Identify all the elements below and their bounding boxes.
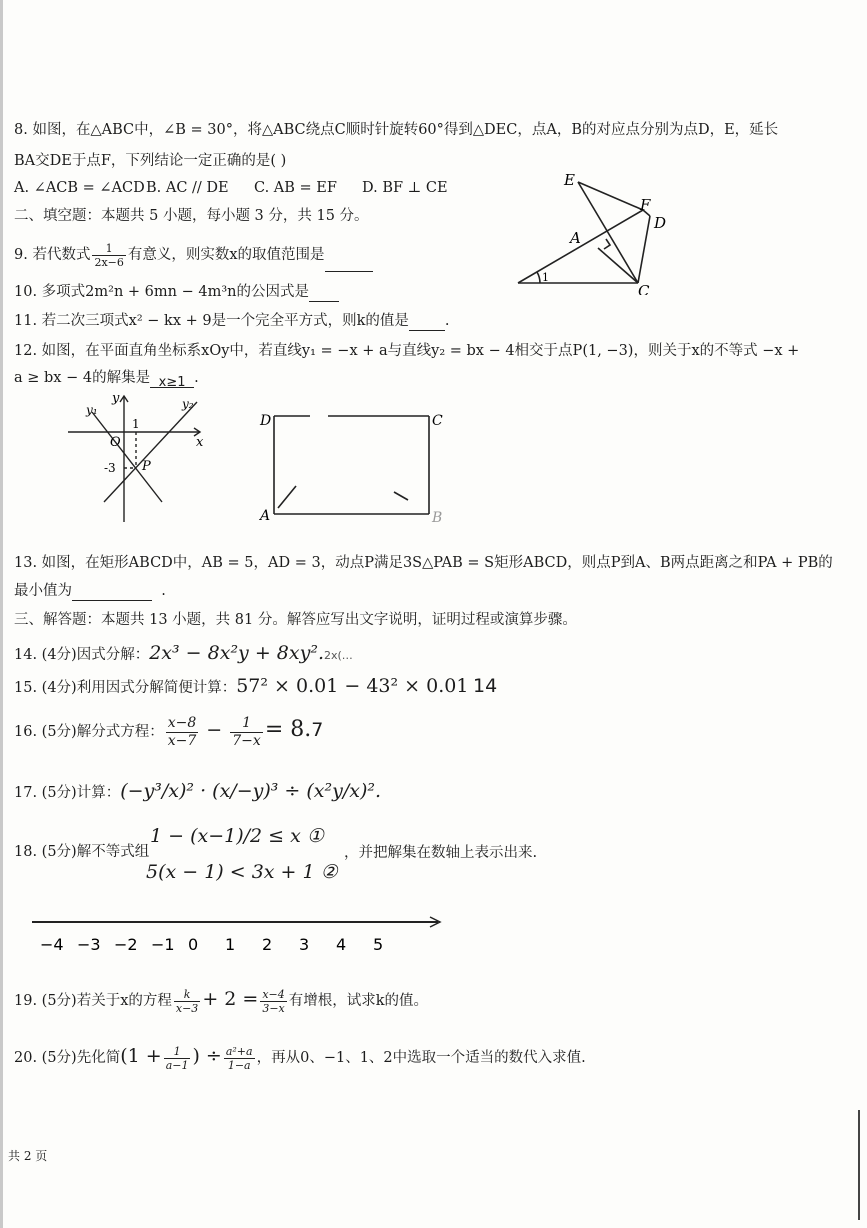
q8-label-d: D bbox=[654, 214, 667, 232]
q12-line2 bbox=[14, 368, 199, 388]
q19-frac1-den: x−3 bbox=[175, 1001, 199, 1015]
q9-frac-den: 2x−6 bbox=[94, 255, 124, 269]
section2-heading: 二、填空题：本题共 5 小题，每小题 3 分，共 15 分。 bbox=[14, 208, 369, 224]
q20-fraction-1 bbox=[164, 1045, 191, 1072]
rect-stroke-left bbox=[278, 486, 296, 508]
q14-prefix: 14. (4分)因式分解： bbox=[14, 647, 150, 663]
q20-frac1-num: 1 bbox=[164, 1045, 191, 1059]
q8-option-c: C. AB = EF bbox=[254, 180, 337, 196]
number-line-tick-label: −4 bbox=[40, 935, 64, 954]
q18-prefix: 18. (5分)解不等式组 bbox=[14, 844, 150, 860]
q11-line bbox=[14, 311, 449, 331]
q15-expression: 57² × 0.01 − 43² × 0.01 bbox=[236, 675, 469, 697]
q13-line2-text: 最小值为 bbox=[14, 583, 72, 599]
q19-line bbox=[14, 982, 428, 1018]
q18-suffix: ，并把解集在数轴上表示出来. bbox=[344, 845, 538, 861]
q16-frac1-num: x−8 bbox=[167, 714, 197, 731]
q17-expression: (−y³/x)² · (x/−y)³ ÷ (x²y/x)². bbox=[120, 780, 382, 802]
q10-line bbox=[14, 282, 339, 302]
q17-line bbox=[14, 778, 381, 806]
q8-segment-ef bbox=[578, 182, 643, 210]
scan-right-edge bbox=[858, 1110, 860, 1220]
q20-prefix: 20. (5分)先化简 bbox=[14, 1050, 121, 1066]
q19-suffix: 有增根，试求k的值。 bbox=[288, 993, 429, 1009]
q19-fraction-2 bbox=[260, 988, 286, 1015]
q13-rectangle-figure bbox=[254, 404, 454, 534]
q8-segment-ac bbox=[598, 248, 638, 283]
q9-answer-blank[interactable] bbox=[325, 257, 373, 272]
rect-label-b: B bbox=[432, 510, 443, 526]
q17-prefix: 17. (5分)计算： bbox=[14, 785, 121, 801]
q13-answer-blank[interactable] bbox=[72, 586, 152, 601]
q13-line1: 13. 如图，在矩形ABCD中，AB = 5，AD = 3，动点P满足3S△PAB = S矩形ABCD，则点P到A、B两点距离之和PA + PB的 bbox=[14, 555, 833, 571]
rect-label-c: C bbox=[432, 413, 443, 429]
q11-text: 11. 若二次三项式x² − kx + 9是一个完全平方式，则k的值是 bbox=[14, 313, 409, 329]
number-line-tick-label: 2 bbox=[262, 935, 273, 954]
q12-line-y1 bbox=[92, 412, 162, 502]
q12-label-x: x bbox=[196, 435, 204, 450]
number-line-tick-label: −2 bbox=[114, 935, 138, 954]
q20-frac1-den: a−1 bbox=[165, 1058, 189, 1072]
q8-option-a: A. ∠ACB = ∠ACD bbox=[14, 180, 145, 196]
number-line-tick-label: −3 bbox=[77, 935, 101, 954]
q13-end: . bbox=[161, 583, 166, 599]
q18-inequality-1: 1 − (x−1)/2 ≤ x ① bbox=[150, 825, 324, 847]
q8-right-angle-mark bbox=[604, 239, 610, 249]
number-line-tick-label: 5 bbox=[373, 935, 384, 954]
q20-suffix: ，再从0、−1、1、2中选取一个适当的数代入求值. bbox=[256, 1050, 586, 1066]
q16-handwritten-note: 7 bbox=[311, 719, 324, 741]
q10-text: 10. 多项式2m²n + 6mn − 4m³n的公因式是 bbox=[14, 284, 309, 300]
number-line-tick-label: 1 bbox=[225, 935, 236, 954]
q8-option-d: D. BF ⊥ CE bbox=[362, 180, 448, 196]
q20-expr-a: (1 + bbox=[120, 1045, 162, 1067]
q14-line bbox=[14, 641, 353, 668]
q16-minus: − bbox=[200, 719, 229, 741]
page-footer: 共 2 页 bbox=[8, 1149, 48, 1163]
q12-label-y: y bbox=[112, 392, 120, 406]
q12-end: . bbox=[194, 370, 199, 386]
q19-mid: + 2 = bbox=[202, 988, 259, 1010]
q8-triangle-figure bbox=[510, 165, 690, 295]
q12-label-one: 1 bbox=[132, 417, 140, 431]
q16-line bbox=[14, 708, 323, 754]
q15-prefix: 15. (4分)利用因式分解简便计算： bbox=[14, 680, 237, 696]
q20-expr-b: ) ÷ bbox=[192, 1045, 222, 1067]
q18-number-line bbox=[28, 912, 448, 962]
q12-label-y2: y₂ bbox=[182, 397, 194, 411]
q8-option-b: B. AC // DE bbox=[146, 180, 229, 196]
q15-handwritten-note: 14 bbox=[473, 675, 498, 697]
rect-label-a: A bbox=[260, 508, 271, 524]
q9-prefix: 9. 若代数式 bbox=[14, 247, 91, 263]
q19-frac2-den: 3−x bbox=[262, 1001, 285, 1015]
q13-line2 bbox=[14, 581, 166, 601]
q19-frac2-num: x−4 bbox=[262, 987, 285, 1001]
q8-angle-arc bbox=[537, 272, 540, 283]
q12-coordinate-graph bbox=[62, 392, 212, 527]
q12-label-p: P bbox=[142, 459, 151, 474]
q9-suffix: 有意义，则实数x的取值范围是 bbox=[127, 247, 325, 263]
q12-label-origin: O bbox=[110, 435, 121, 450]
q12-handwritten-answer: x≥1 bbox=[150, 373, 194, 388]
q20-fraction-2 bbox=[224, 1045, 255, 1072]
q19-prefix: 19. (5分)若关于x的方程 bbox=[14, 993, 172, 1009]
q8-label-c: C bbox=[638, 282, 650, 295]
q16-frac1-den: x−7 bbox=[167, 732, 197, 749]
q8-label-f: F bbox=[640, 196, 651, 214]
number-line-ticks bbox=[40, 935, 383, 954]
q14-expression: 2x³ − 8x²y + 8xy². bbox=[149, 642, 324, 664]
q12-label-neg3: -3 bbox=[104, 461, 116, 475]
q16-rhs: = 8. bbox=[264, 717, 312, 742]
q16-frac2-den: 7−x bbox=[232, 732, 261, 749]
q8-segment-dc bbox=[638, 216, 650, 283]
q19-frac1-num: k bbox=[174, 988, 200, 1002]
q9-frac-num: 1 bbox=[92, 242, 125, 256]
q8-line2: BA交DE于点F，下列结论一定正确的是( ) bbox=[14, 153, 287, 169]
q16-fraction-1 bbox=[166, 715, 199, 750]
q8-label-e: E bbox=[564, 171, 575, 189]
rect-stroke-right bbox=[394, 492, 408, 500]
q12-line1: 12. 如图，在平面直角坐标系xOy中，若直线y₁ = −x + a与直线y₂ = bx − 4相交于点P(1, −3)，则关于x的不等式 −x + bbox=[14, 343, 800, 359]
q19-fraction-1 bbox=[174, 988, 200, 1015]
q16-fraction-2 bbox=[230, 715, 263, 750]
q14-handwritten-note: 2x(… bbox=[324, 649, 353, 662]
number-line-tick-label: 3 bbox=[299, 935, 310, 954]
q10-answer-blank[interactable] bbox=[309, 287, 339, 302]
q8-segment-ec bbox=[578, 182, 638, 283]
q8-label-a: A bbox=[570, 229, 581, 247]
section3-heading: 三、解答题：本题共 13 小题，共 81 分。解答应写出文字说明，证明过程或演算步骤。 bbox=[14, 612, 577, 628]
q8-line1: 8. 如图，在△ABC中，∠B = 30°，将△ABC绕点C顺时针旋转60°得到△DEC，点A，B的对应点分别为点D，E，延长 bbox=[14, 122, 779, 138]
q9-line bbox=[14, 238, 373, 272]
q15-line bbox=[14, 674, 497, 700]
q20-line bbox=[14, 1039, 586, 1075]
number-line-tick-label: 4 bbox=[336, 935, 347, 954]
q9-fraction bbox=[92, 242, 125, 269]
number-line-tick-label: 0 bbox=[188, 935, 199, 954]
rect-label-d: D bbox=[260, 413, 272, 429]
q8-angle-label: 1 bbox=[542, 271, 549, 284]
q12-line2-text: a ≥ bx − 4的解集是 bbox=[14, 370, 151, 386]
q20-frac2-num: a²+a bbox=[225, 1044, 253, 1058]
q16-frac2-num: 1 bbox=[230, 715, 263, 733]
number-line-tick-label: −1 bbox=[151, 935, 175, 954]
scan-left-edge bbox=[0, 0, 3, 1228]
q18-inequality-2: 5(x − 1) < 3x + 1 ② bbox=[146, 861, 338, 883]
q20-frac2-den: 1−a bbox=[227, 1058, 251, 1072]
q11-answer-blank[interactable] bbox=[409, 316, 445, 331]
q11-end: . bbox=[444, 313, 450, 329]
q16-prefix: 16. (5分)解分式方程： bbox=[14, 724, 164, 740]
q12-label-y1: y₁ bbox=[86, 403, 98, 417]
